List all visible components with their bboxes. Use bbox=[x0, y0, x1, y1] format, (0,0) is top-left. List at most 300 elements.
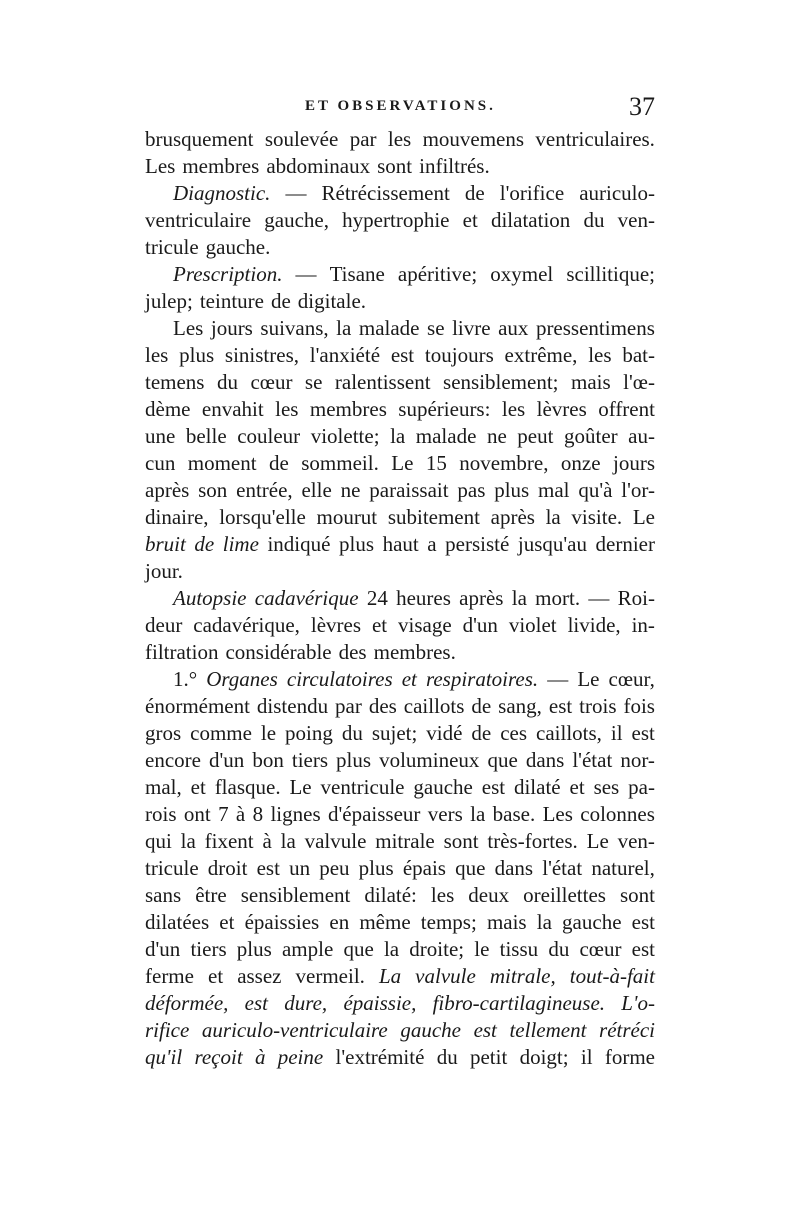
word: les bbox=[387, 127, 412, 151]
word: subitement bbox=[387, 505, 480, 529]
word: pressentimens bbox=[535, 316, 655, 340]
text-line bbox=[145, 720, 655, 747]
word: envahit bbox=[201, 397, 264, 421]
word: novembre, bbox=[459, 451, 549, 475]
word: membres. bbox=[373, 640, 456, 664]
word: temps; bbox=[420, 910, 477, 934]
word: sujet; bbox=[371, 721, 418, 745]
word: abdominaux bbox=[266, 154, 371, 178]
word: la bbox=[536, 910, 552, 934]
word: 24 bbox=[366, 586, 388, 610]
text-line bbox=[145, 639, 655, 666]
word: énormément bbox=[145, 694, 250, 718]
word: Diagnostic. bbox=[173, 181, 271, 205]
word: peut bbox=[517, 424, 554, 448]
word: Le bbox=[577, 667, 600, 691]
word: et bbox=[190, 775, 206, 799]
word: un bbox=[289, 856, 311, 880]
word: distendu bbox=[256, 694, 329, 718]
text-line bbox=[145, 369, 655, 396]
word: l'état bbox=[572, 748, 613, 772]
word: circulatoires bbox=[286, 667, 393, 691]
word: hypertrophie bbox=[342, 208, 450, 232]
word: ven- bbox=[617, 208, 655, 232]
word: d'un bbox=[209, 748, 245, 772]
word: l'or- bbox=[621, 478, 655, 502]
word: est bbox=[256, 856, 280, 880]
word: Organes bbox=[206, 667, 278, 691]
text-line bbox=[145, 261, 655, 288]
text-line bbox=[145, 315, 655, 342]
word: gauche bbox=[400, 1018, 461, 1042]
word: épaissie, bbox=[343, 991, 417, 1015]
word: ont bbox=[183, 802, 211, 826]
word: au- bbox=[628, 424, 655, 448]
word: déformée, bbox=[145, 991, 229, 1015]
text-line bbox=[145, 423, 655, 450]
word: auriculo-ventriculaire bbox=[201, 1018, 388, 1042]
word: in- bbox=[631, 613, 655, 637]
word: est bbox=[390, 343, 415, 367]
word: — bbox=[295, 262, 317, 286]
word: les bbox=[430, 883, 455, 907]
word: peine bbox=[277, 1045, 324, 1069]
word: la bbox=[545, 505, 561, 529]
word: petit bbox=[469, 1045, 508, 1069]
word: des bbox=[338, 640, 367, 664]
word: sont bbox=[619, 883, 655, 907]
word: tellement bbox=[509, 1018, 587, 1042]
word: mal bbox=[538, 478, 570, 502]
word: 7 bbox=[218, 802, 229, 826]
word: poing bbox=[285, 721, 333, 745]
word: que bbox=[487, 748, 518, 772]
word: caillots bbox=[403, 694, 465, 718]
word: les bbox=[501, 397, 526, 421]
word: l'extrémité bbox=[335, 1045, 425, 1069]
text-line bbox=[145, 450, 655, 477]
word: toujours bbox=[424, 343, 494, 367]
word: il bbox=[610, 721, 623, 745]
word: lignes bbox=[270, 802, 321, 826]
word: est bbox=[481, 775, 506, 799]
word: de bbox=[270, 289, 291, 313]
word: ces bbox=[500, 721, 528, 745]
word: dème bbox=[145, 397, 191, 421]
word: à bbox=[254, 1045, 266, 1069]
word: est bbox=[244, 991, 268, 1015]
word: les bbox=[145, 343, 169, 367]
word: de bbox=[194, 532, 215, 556]
word: respiratoires. bbox=[425, 667, 539, 691]
word: rétréci bbox=[599, 1018, 655, 1042]
text-line bbox=[145, 504, 655, 531]
text-line bbox=[145, 1044, 655, 1071]
word: temens bbox=[145, 370, 205, 394]
word: tiers bbox=[190, 937, 227, 961]
word: Les bbox=[542, 802, 573, 826]
word: lorsqu'elle bbox=[219, 505, 306, 529]
word: Autopsie bbox=[173, 586, 247, 610]
word: considérable bbox=[225, 640, 332, 664]
text-line bbox=[145, 774, 655, 801]
word: nor- bbox=[620, 748, 655, 772]
word: est bbox=[473, 1018, 497, 1042]
word: les bbox=[275, 397, 299, 421]
word: l'œ- bbox=[623, 370, 655, 394]
word: suivans, bbox=[260, 316, 329, 340]
text-line bbox=[145, 828, 655, 855]
word: sensiblement; bbox=[443, 370, 559, 394]
word: cadavérique, bbox=[193, 613, 300, 637]
word: et bbox=[219, 910, 235, 934]
word: plus bbox=[358, 856, 394, 880]
word: Le bbox=[289, 775, 312, 799]
word: a bbox=[427, 532, 437, 556]
word: du bbox=[341, 721, 363, 745]
word: supérieurs: bbox=[398, 397, 491, 421]
word: infiltrés. bbox=[419, 154, 490, 178]
word: la bbox=[390, 424, 406, 448]
word: est bbox=[548, 694, 573, 718]
word: dilatation bbox=[490, 208, 571, 232]
word: et bbox=[462, 208, 478, 232]
word: à bbox=[235, 802, 246, 826]
word: sont bbox=[443, 829, 479, 853]
text-line bbox=[145, 693, 655, 720]
word: en bbox=[329, 910, 350, 934]
word: d'un bbox=[462, 613, 498, 637]
word: du bbox=[548, 937, 570, 961]
word: dilatées bbox=[145, 910, 210, 934]
word: visite. bbox=[571, 505, 623, 529]
word: fois bbox=[623, 694, 655, 718]
text-line bbox=[145, 180, 655, 207]
page-number: 37 bbox=[629, 92, 655, 121]
word: extrême, bbox=[504, 343, 578, 367]
word: sinistres, bbox=[224, 343, 299, 367]
text-line bbox=[145, 801, 655, 828]
word: ventriculaire bbox=[145, 208, 252, 232]
word: et bbox=[208, 964, 224, 988]
word: tricule bbox=[145, 856, 199, 880]
word: la bbox=[511, 586, 527, 610]
word: 15 bbox=[425, 451, 447, 475]
word: gauche. bbox=[205, 235, 271, 259]
word: la bbox=[280, 829, 296, 853]
text-line bbox=[145, 747, 655, 774]
text-line bbox=[145, 531, 655, 558]
text-line bbox=[145, 342, 655, 369]
word: fixent bbox=[204, 829, 254, 853]
word: l'orifice bbox=[499, 181, 565, 205]
text-line bbox=[145, 936, 655, 963]
word: de bbox=[471, 694, 492, 718]
word: Rétrécissement bbox=[321, 181, 450, 205]
text-line bbox=[145, 585, 655, 612]
text-line bbox=[145, 612, 655, 639]
word: goûter bbox=[563, 424, 618, 448]
word: digitale. bbox=[297, 289, 367, 313]
word: et bbox=[371, 613, 388, 637]
word: paraissait bbox=[369, 478, 449, 502]
word: cœur, bbox=[608, 667, 655, 691]
word: mouvemens bbox=[422, 127, 525, 151]
word: — bbox=[588, 586, 610, 610]
word: Le bbox=[391, 451, 414, 475]
word: membres bbox=[309, 397, 387, 421]
word: la bbox=[470, 802, 486, 826]
word: gauche, bbox=[264, 208, 329, 232]
word: mitrale bbox=[375, 829, 435, 853]
word: cadavérique bbox=[254, 586, 359, 610]
word: oxymel bbox=[490, 262, 554, 286]
word: bat- bbox=[622, 343, 655, 367]
word: entrée, bbox=[236, 478, 293, 502]
word: du bbox=[583, 208, 605, 232]
word: couleur bbox=[237, 424, 301, 448]
word: tissu bbox=[499, 937, 539, 961]
word: Les bbox=[173, 316, 204, 340]
word: bon bbox=[252, 748, 284, 772]
word: flasque. bbox=[214, 775, 281, 799]
word: mourut bbox=[316, 505, 378, 529]
word: même bbox=[359, 910, 411, 934]
word: soulevée bbox=[264, 127, 339, 151]
word: qu'il bbox=[145, 1045, 183, 1069]
word: tout-à-fait bbox=[569, 964, 655, 988]
text-line bbox=[145, 963, 655, 990]
word: du bbox=[436, 1045, 458, 1069]
word: dans bbox=[494, 856, 534, 880]
word: après bbox=[145, 478, 190, 502]
word: Les bbox=[145, 154, 176, 178]
word: des bbox=[368, 694, 397, 718]
text-line bbox=[145, 396, 655, 423]
word: — bbox=[547, 667, 569, 691]
text-line bbox=[145, 666, 655, 693]
word: ses bbox=[593, 775, 620, 799]
word: ferme bbox=[145, 964, 194, 988]
word: moment bbox=[187, 451, 257, 475]
word: Le bbox=[632, 505, 655, 529]
word: de bbox=[471, 721, 492, 745]
word: membres bbox=[182, 154, 260, 178]
text-line bbox=[145, 207, 655, 234]
word: la bbox=[383, 937, 400, 961]
text-line bbox=[145, 909, 655, 936]
word: volumineux bbox=[379, 748, 480, 772]
word: ralentissent bbox=[334, 370, 431, 394]
word: indiqué bbox=[267, 532, 331, 556]
word: qu'à bbox=[578, 478, 613, 502]
word: base. bbox=[492, 802, 536, 826]
word: la bbox=[180, 829, 196, 853]
word: le bbox=[474, 937, 490, 961]
word: de bbox=[464, 181, 485, 205]
word: et bbox=[569, 775, 585, 799]
word: plus bbox=[236, 937, 272, 961]
word: belle bbox=[185, 424, 227, 448]
word: que bbox=[455, 856, 486, 880]
word: jour. bbox=[145, 559, 183, 583]
word: les bbox=[588, 343, 612, 367]
word: offrent bbox=[598, 397, 655, 421]
text-line bbox=[145, 153, 655, 180]
word: malade bbox=[415, 424, 477, 448]
word: julep; bbox=[145, 289, 193, 313]
word: après bbox=[490, 505, 535, 529]
text-line bbox=[145, 288, 655, 315]
word: la bbox=[336, 316, 352, 340]
word: dans bbox=[525, 748, 565, 772]
word: ample bbox=[281, 937, 334, 961]
word: vers bbox=[427, 802, 463, 826]
word: jours bbox=[210, 316, 253, 340]
word: elle bbox=[301, 478, 332, 502]
word: gauche bbox=[562, 910, 622, 934]
word: dilaté: bbox=[364, 883, 417, 907]
running-title: ET OBSERVATIONS. bbox=[305, 98, 496, 114]
word: l'anxiété bbox=[309, 343, 381, 367]
word: apéritive; bbox=[397, 262, 478, 286]
word: de bbox=[269, 451, 289, 475]
word: plus bbox=[339, 532, 375, 556]
word: ne bbox=[340, 478, 361, 502]
text-line bbox=[145, 1017, 655, 1044]
word: reçoit bbox=[194, 1045, 243, 1069]
word: peu bbox=[319, 856, 350, 880]
word: épais bbox=[402, 856, 446, 880]
word: dinaire, bbox=[145, 505, 209, 529]
word: naturel, bbox=[591, 856, 655, 880]
word: jours bbox=[613, 451, 655, 475]
text-line bbox=[145, 234, 655, 261]
word: rifice bbox=[145, 1018, 190, 1042]
word: 1.° bbox=[173, 667, 198, 691]
word: heures bbox=[396, 586, 451, 610]
text-line bbox=[145, 882, 655, 909]
word: — bbox=[285, 181, 307, 205]
word: auriculo- bbox=[579, 181, 655, 205]
word: le bbox=[260, 721, 277, 745]
word: lèvres bbox=[310, 613, 362, 637]
word: mal, bbox=[145, 775, 182, 799]
text-line bbox=[145, 558, 655, 585]
word: que bbox=[343, 937, 374, 961]
word: livre bbox=[452, 316, 491, 340]
word: à bbox=[262, 829, 272, 853]
word: visage bbox=[398, 613, 452, 637]
word: être bbox=[195, 883, 227, 907]
page-header bbox=[145, 92, 655, 122]
word: se bbox=[427, 316, 445, 340]
text-line bbox=[145, 126, 655, 153]
word: La bbox=[378, 964, 402, 988]
text-line bbox=[145, 990, 655, 1017]
word: par bbox=[349, 127, 377, 151]
word: d'épaisseur bbox=[328, 802, 421, 826]
word: dernier bbox=[595, 532, 655, 556]
word: doigt; bbox=[519, 1045, 569, 1069]
word: après bbox=[459, 586, 504, 610]
word: l'état bbox=[542, 856, 583, 880]
word: ven- bbox=[617, 829, 655, 853]
word: oreillettes bbox=[523, 883, 606, 907]
word: encore bbox=[145, 748, 201, 772]
word: L'o- bbox=[621, 991, 655, 1015]
word: et bbox=[401, 667, 417, 691]
word: forme bbox=[604, 1045, 655, 1069]
word: ventriculaires. bbox=[535, 127, 655, 151]
word: sommeil. bbox=[301, 451, 379, 475]
word: fibro-cartilagineuse. bbox=[432, 991, 606, 1015]
word: Roi- bbox=[617, 586, 655, 610]
word: bruit bbox=[145, 532, 186, 556]
word: filtration bbox=[145, 640, 219, 664]
word: pa- bbox=[628, 775, 655, 799]
word: Tisane bbox=[329, 262, 385, 286]
word: plus bbox=[179, 343, 215, 367]
word: cun bbox=[145, 451, 176, 475]
word: valvule bbox=[415, 964, 476, 988]
word: ventricule bbox=[320, 775, 405, 799]
word: est bbox=[631, 937, 655, 961]
word: deur bbox=[145, 613, 183, 637]
word: lèvres bbox=[536, 397, 587, 421]
word: son bbox=[198, 478, 228, 502]
word: mort. bbox=[535, 586, 581, 610]
word: persisté bbox=[445, 532, 510, 556]
word: onze bbox=[560, 451, 601, 475]
word: lime bbox=[222, 532, 259, 556]
word: violette; bbox=[310, 424, 380, 448]
text-line bbox=[145, 477, 655, 504]
word: épaissies bbox=[244, 910, 320, 934]
word: Prescription. bbox=[173, 262, 283, 286]
word: trois bbox=[579, 694, 617, 718]
text-line bbox=[145, 855, 655, 882]
word: colonnes bbox=[580, 802, 655, 826]
word: aux bbox=[498, 316, 529, 340]
word: droit bbox=[207, 856, 248, 880]
word: ne bbox=[486, 424, 507, 448]
word: du bbox=[216, 370, 238, 394]
word: par bbox=[335, 694, 362, 718]
word: très-fortes. bbox=[487, 829, 578, 853]
word: mais bbox=[486, 910, 527, 934]
word: d'un bbox=[145, 937, 181, 961]
word: 8 bbox=[252, 802, 264, 826]
word: qui bbox=[145, 829, 172, 853]
word: dure, bbox=[284, 991, 328, 1015]
word: est bbox=[631, 721, 655, 745]
word: gauche bbox=[413, 775, 473, 799]
word: sont bbox=[377, 154, 413, 178]
word: livide, bbox=[567, 613, 621, 637]
word: haut bbox=[382, 532, 419, 556]
word: malade bbox=[358, 316, 420, 340]
word: cœur bbox=[250, 370, 293, 394]
word: rois bbox=[145, 802, 177, 826]
word: valvule bbox=[304, 829, 367, 853]
word: mitrale, bbox=[489, 964, 556, 988]
word: sensiblement bbox=[240, 883, 351, 907]
word: vermeil. bbox=[295, 964, 365, 988]
word: scillitique; bbox=[566, 262, 655, 286]
word: se bbox=[304, 370, 323, 394]
word: une bbox=[145, 424, 176, 448]
